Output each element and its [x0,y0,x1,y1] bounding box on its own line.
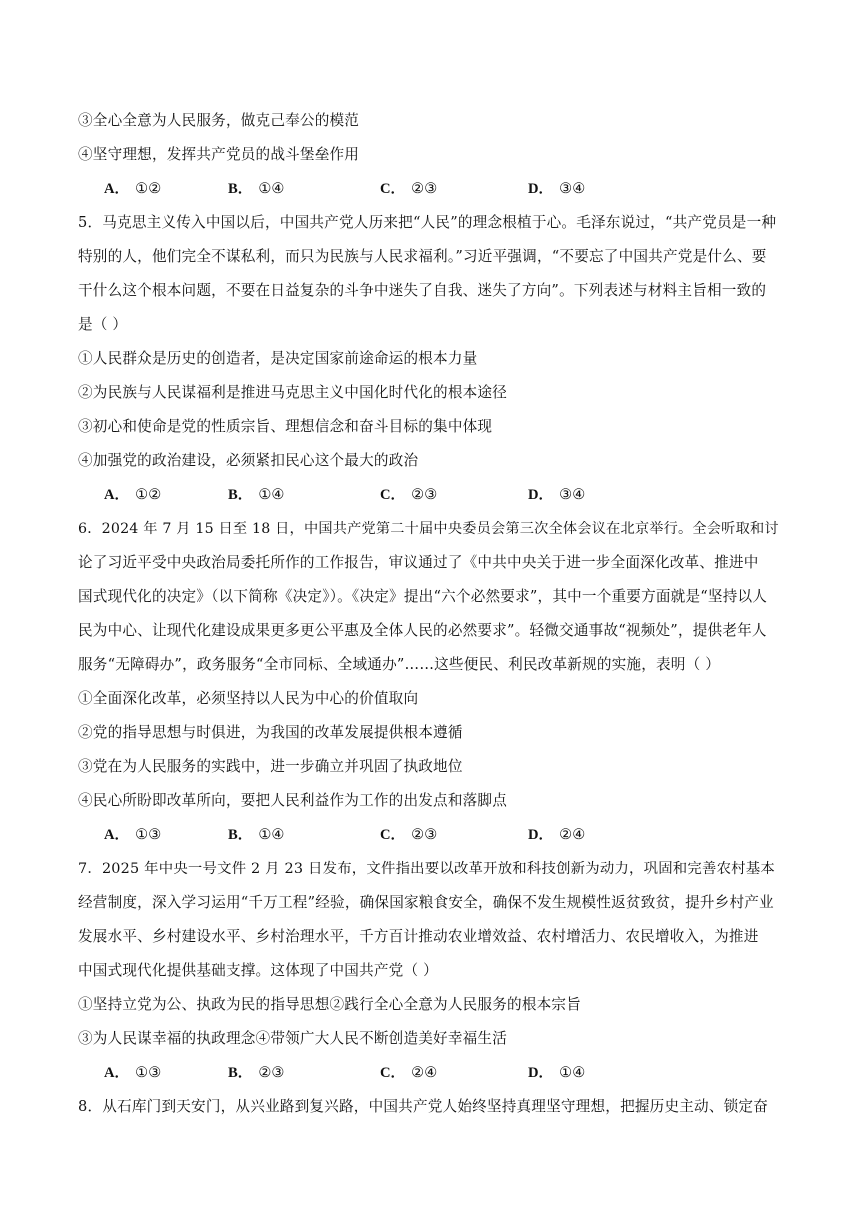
question-7-text: 经营制度，深入学习运用“千万工程”经验，确保国家粮食安全，确保不发生规模性返贫致贫，提升乡村产业 [78,894,774,911]
statement-4: ④民心所盼即改革所向，要把人民利益作为工作的出发点和落脚点 [78,792,508,809]
statement-2: ②党的指导思想与时俱进，为我国的改革发展提供根本遵循 [78,724,463,741]
option-c: C． ②③ [380,486,438,503]
option-d: D． ③④ [528,180,586,197]
statement-3: ③初心和使命是党的性质宗旨、理想信念和奋斗目标的集中体现 [78,418,493,435]
question-6-text: 服务“无障碍办”，政务服务“全市同标、全域通办”……这些便民、利民改革新规的实施，表明（ ） [78,656,721,673]
option-c: C． ②③ [380,826,438,843]
statement-4: ④加强党的政治建设，必须紧扣民心这个最大的政治 [78,452,419,469]
question-6-text: 6．2024 年 7 月 15 日至 18 日，中国共产党第二十届中央委员会第三次全体会议在北京举行。全会听取和讨 [78,521,779,537]
question-7-text: 7．2025 年中央一号文件 2 月 23 日发布，文件指出要以改革开放和科技创新为动力，巩固和完善农村基本 [78,861,775,877]
question-7-text: 中国式现代化提供基础支撑。这体现了中国共产党（ ） [78,962,438,979]
question-5-text: 是（ ） [78,316,128,333]
option-a: A． ①③ [104,826,162,843]
statement-1: ①全面深化改革，必须坚持以人民为中心的价值取向 [78,690,419,707]
option-b: B． ①④ [228,180,285,197]
question-6-text: 民为中心、让现代化建设成果更多更公平惠及全体人民的必然要求”。轻微交通事故“视频处”，提供老年人 [78,622,767,639]
question-7-text: 发展水平、乡村建设水平、乡村治理水平，千方百计推动农业增效益、农村增活力、农民增收入，为推进 [78,928,759,945]
option-b: B． ②③ [228,1064,285,1081]
question-8-text: 8．从石库门到天安门，从兴业路到复兴路，中国共产党人始终坚持真理坚守理想，把握历史主动、锁定奋 [78,1098,769,1115]
question-5-text: 特别的人，他们完全不谋私利，而只为民族与人民求福利。”习近平强调，“不要忘了中国共产党是什么、要 [78,248,767,265]
option-a: A． ①② [104,180,162,197]
option-c: C． ②③ [380,180,438,197]
option-d: D． ③④ [528,486,586,503]
statement-4: ④坚守理想，发挥共产党员的战斗堡垒作用 [78,146,360,163]
option-d: D． ②④ [528,826,586,843]
question-6-text: 国式现代化的决定》（以下简称《决定》）。《决定》提出“六个必然要求”，其中一个重要方面就是“坚持以人 [78,588,768,605]
statement-3: ③党在为人民服务的实践中，进一步确立并巩固了执政地位 [78,758,463,775]
statement-3: ③全心全意为人民服务，做克己奉公的模范 [78,112,360,129]
question-5-text: 5．马克思主义传入中国以后，中国共产党人历来把“人民”的理念根植于心。毛泽东说过，“共产党员是一种 [78,214,777,231]
question-5-text: 干什么这个根本问题，不要在日益复杂的斗争中迷失了自我、迷失了方向”。下列表述与材料主旨相一致的 [78,282,767,299]
question-6-text: 论了习近平受中央政治局委托所作的工作报告，审议通过了《中共中央关于进一步全面深化改革、推进中 [78,554,759,571]
option-b: B． ①④ [228,826,285,843]
option-c: C． ②④ [380,1064,438,1081]
option-a: A． ①③ [104,1064,162,1081]
option-a: A． ①② [104,486,162,503]
statement-3-4: ③为人民谋幸福的执政理念④带领广大人民不断创造美好幸福生活 [78,1030,508,1047]
option-d: D． ①④ [528,1064,586,1081]
option-b: B． ①④ [228,486,285,503]
statement-1: ①人民群众是历史的创造者，是决定国家前途命运的根本力量 [78,350,478,367]
statement-1-2: ①坚持立党为公、执政为民的指导思想②践行全心全意为人民服务的根本宗旨 [78,996,581,1013]
statement-2: ②为民族与人民谋福利是推进马克思主义中国化时代化的根本途径 [78,384,508,401]
